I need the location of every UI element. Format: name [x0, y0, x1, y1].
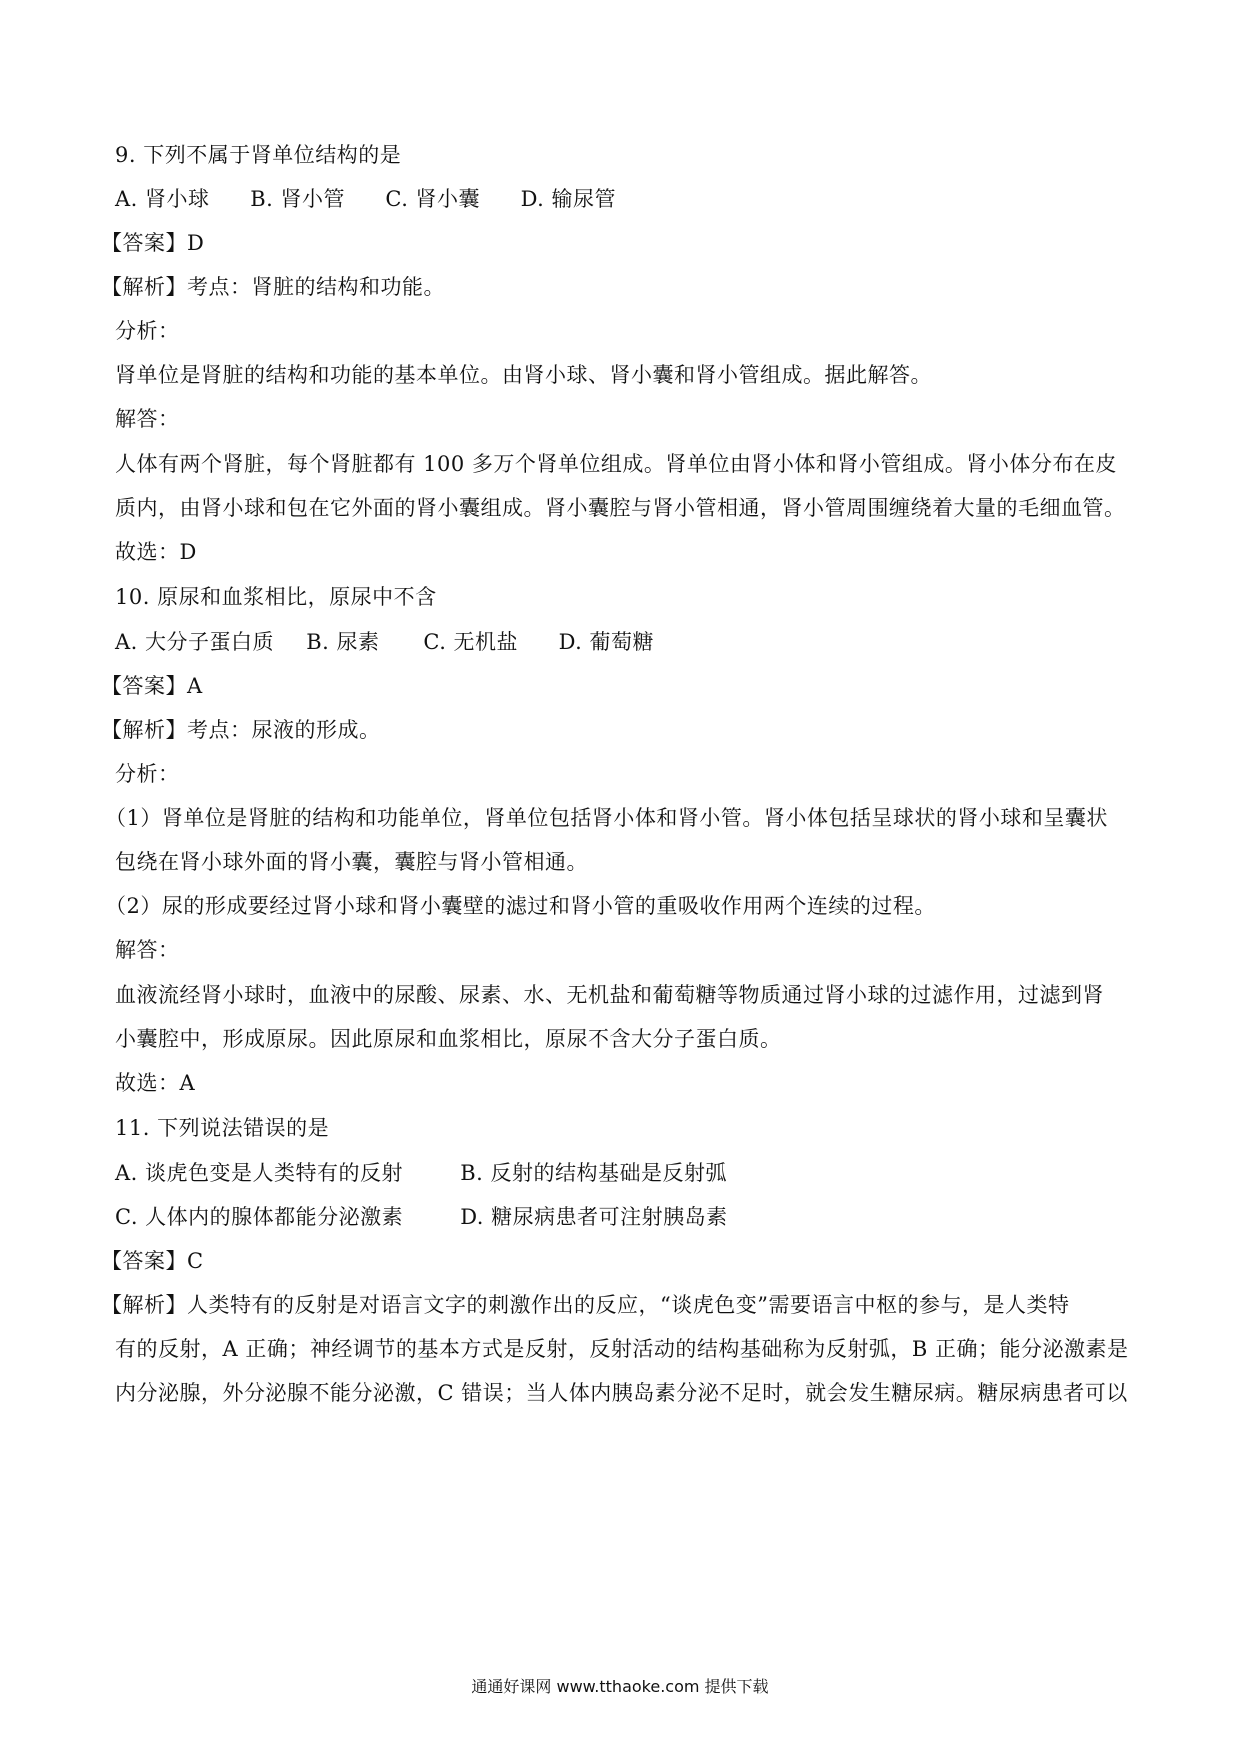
analysis-10-fenxi-label: 分析： — [115, 762, 180, 786]
question-10-options — [115, 627, 654, 657]
option-a: A. 谈虎色变是人类特有的反射 — [115, 1161, 404, 1185]
analysis-11-line-3: 内分泌腺，外分泌腺不能分泌激，C 错误；当人体内胰岛素分泌不足时，就会发生糖尿病。糖尿病患者可以 — [115, 1381, 1128, 1405]
analysis-10-heading: 【解析】考点：尿液的形成。 — [101, 718, 381, 742]
answer-11: 【答案】C — [101, 1249, 204, 1273]
analysis-10-jieda-label: 解答： — [115, 938, 180, 962]
answer-10-choice: 故选：A — [115, 1071, 196, 1095]
answer-9-choice: 故选：D — [115, 540, 197, 564]
option-c: C. 人体内的腺体都能分泌激素 — [115, 1205, 404, 1229]
analysis-9-jieda-label: 解答： — [115, 407, 180, 431]
analysis-10-jieda-line-1: 血液流经肾小球时，血液中的尿酸、尿素、水、无机盐和葡萄糖等物质通过肾小球的过滤作用，过滤到肾 — [115, 983, 1104, 1007]
option-d: D. 葡萄糖 — [558, 630, 655, 654]
option-d: D. 输尿管 — [520, 187, 617, 211]
option-b: B. 肾小管 — [250, 187, 345, 211]
option-a: A. 大分子蛋白质 — [115, 630, 275, 654]
question-9-stem: 9. 下列不属于肾单位结构的是 — [115, 143, 402, 167]
analysis-11-line-2: 有的反射，A 正确；神经调节的基本方式是反射，反射活动的结构基础称为反射弧，B 正确；能分泌激素是 — [115, 1337, 1129, 1361]
analysis-10-fenxi-line-3: （2）尿的形成要经过肾小球和肾小囊壁的滤过和肾小管的重吸收作用两个连续的过程。 — [105, 894, 936, 918]
option-b: B. 反射的结构基础是反射弧 — [460, 1161, 727, 1185]
analysis-10-jieda-line-2: 小囊腔中，形成原尿。因此原尿和血浆相比，原尿不含大分子蛋白质。 — [115, 1027, 782, 1051]
question-10-stem: 10. 原尿和血浆相比，原尿中不含 — [115, 585, 437, 609]
analysis-9-jieda-line-2: 质内，由肾小球和包在它外面的肾小囊组成。肾小囊腔与肾小管相通，肾小管周围缠绕着大量的毛细血管。 — [115, 496, 1126, 520]
analysis-10-fenxi-line-2: 包绕在肾小球外面的肾小囊，囊腔与肾小管相通。 — [115, 850, 588, 874]
analysis-9-fenxi-label: 分析： — [115, 319, 180, 343]
option-c: C. 无机盐 — [423, 630, 519, 654]
question-11-options-row-1 — [115, 1158, 727, 1188]
answer-9: 【答案】D — [101, 231, 205, 255]
option-c: C. 肾小囊 — [385, 187, 481, 211]
question-11-options-row-2 — [115, 1202, 728, 1232]
option-d: D. 糖尿病患者可注射胰岛素 — [460, 1205, 728, 1229]
analysis-9-jieda-line-1: 人体有两个肾脏，每个肾脏都有 100 多万个肾单位组成。肾单位由肾小体和肾小管组成。肾小体分布在皮 — [115, 452, 1117, 476]
option-a: A. 肾小球 — [115, 187, 210, 211]
analysis-9-fenxi-text: 肾单位是肾脏的结构和功能的基本单位。由肾小球、肾小囊和肾小管组成。据此解答。 — [115, 363, 932, 387]
option-b: B. 尿素 — [306, 630, 380, 654]
analysis-9-heading: 【解析】考点：肾脏的结构和功能。 — [101, 275, 445, 299]
analysis-10-fenxi-line-1: （1）肾单位是肾脏的结构和功能单位，肾单位包括肾小体和肾小管。肾小体包括呈球状的肾小球和呈囊状 — [105, 806, 1108, 830]
question-9-options — [115, 184, 616, 214]
analysis-11-line-1: 【解析】人类特有的反射是对语言文字的刺激作出的反应，“谈虎色变”需要语言中枢的参与，是人类特 — [101, 1293, 1070, 1317]
question-11-stem: 11. 下列说法错误的是 — [115, 1116, 330, 1140]
answer-10: 【答案】A — [101, 674, 203, 698]
page-footer: 通通好课网 www.tthaoke.com 提供下载 — [471, 1677, 769, 1696]
